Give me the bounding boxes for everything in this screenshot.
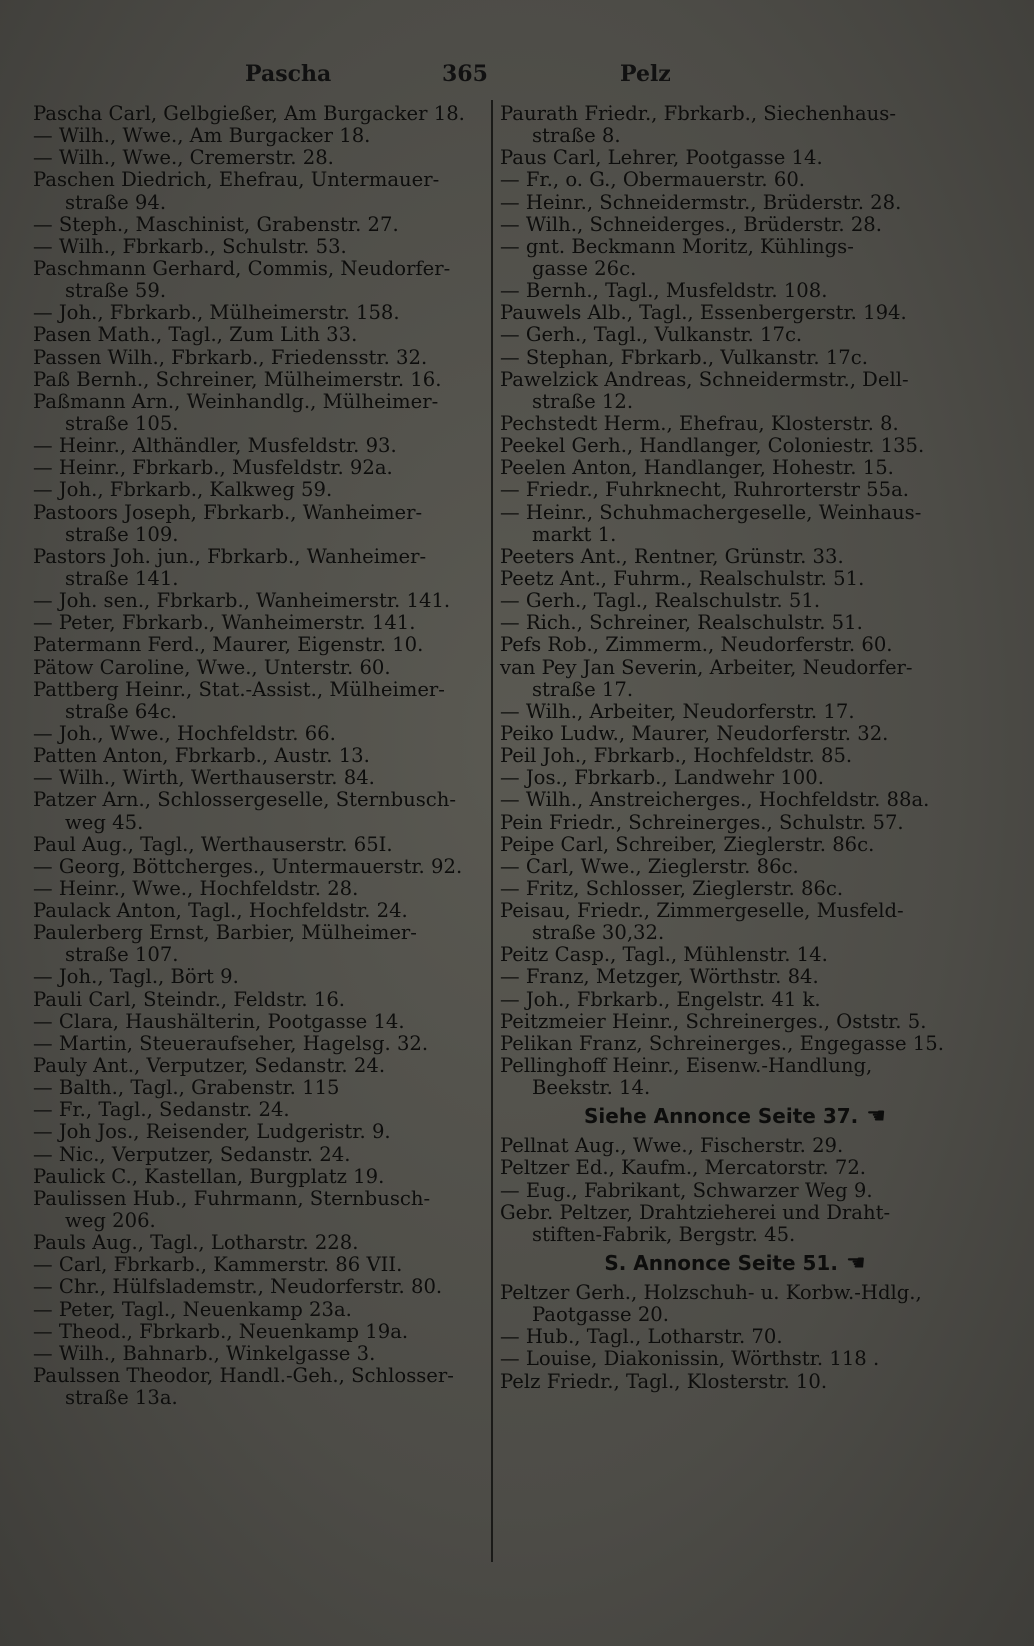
entry-text: — Gerh., Tagl., Realschulstr. 51. [500,589,821,613]
directory-entry-line [500,1202,970,1224]
directory-entry-line [500,966,970,988]
directory-entry-line [500,369,970,391]
entry-text: — Martin, Steueraufseher, Hagelsg. 32. [33,1031,429,1055]
directory-entry-line [500,568,970,590]
directory-entry-line [33,856,483,878]
entry-text: Patzer Arn., Schlossergeselle, Sternbusch- [33,788,457,812]
directory-entry-line [33,1365,483,1387]
directory-entry-line [33,1099,483,1121]
entry-text: — Joh., Tagl., Bört 9. [33,965,239,989]
directory-entry-line [33,413,483,435]
entry-text: — Heinr., Schneidermstr., Brüderstr. 28. [500,190,902,214]
entry-text: weg 206. [65,1209,156,1233]
directory-entry-line [33,812,483,834]
directory-entry-line [33,568,483,590]
directory-entry-line [500,214,970,236]
directory-entry-line [500,856,970,878]
entry-text: Pellnat Aug., Wwe., Fischerstr. 29. [500,1134,844,1158]
entry-text: — Franz, Metzger, Wörthstr. 84. [500,965,819,989]
directory-entry-line [33,369,483,391]
entry-text: Peeters Ant., Rentner, Grünstr. 33. [500,544,844,568]
directory-entry-line [500,1077,970,1099]
entry-text: — Louise, Diakonissin, Wörthstr. 118 . [500,1347,880,1371]
entry-text: Siehe Annonce Seite 37. [584,1104,859,1129]
left-column [33,103,483,1409]
entry-text: — Wilh., Bahnarb., Winkelgasse 3. [33,1341,376,1365]
entry-text: — Friedr., Fuhrknecht, Ruhrorterstr 55a. [500,478,910,502]
entry-text: Peetz Ant., Fuhrm., Realschulstr. 51. [500,566,865,590]
entry-text: — Chr., Hülfslademstr., Neudorferstr. 80. [33,1275,443,1299]
annonce-notice [500,1105,970,1129]
directory-entry-line [500,1348,970,1370]
entry-text: — Heinr., Schuhmachergeselle, Weinhaus- [500,500,922,524]
entry-text: Paulssen Theodor, Handl.-Geh., Schlosser- [33,1364,454,1388]
entry-text: — Heinr., Fbrkarb., Musfeldstr. 92a. [33,456,393,480]
entry-text: Pauli Carl, Steindr., Feldstr. 16. [33,987,346,1011]
entry-text: Pelz Friedr., Tagl., Klosterstr. 10. [500,1369,828,1393]
directory-entry-line [33,944,483,966]
directory-entry-line [500,347,970,369]
entry-text: Peiko Ludw., Maurer, Neudorferstr. 32. [500,721,889,745]
entry-text: Patten Anton, Fbrkarb., Austr. 13. [33,744,370,768]
directory-entry-line [500,767,970,789]
directory-entry-line [500,125,970,147]
entry-text: Pascha Carl, Gelbgießer, Am Burgacker 18. [33,102,465,125]
entry-text: — Joh., Fbrkarb., Kalkweg 59. [33,478,333,502]
directory-entry-line [33,1121,483,1143]
entry-text: straße 13a. [65,1386,178,1410]
directory-entry-line [33,1321,483,1343]
pointing-hand-icon: ☚ [866,1104,886,1130]
entry-text: straße 17. [532,677,634,701]
entry-text: — Bernh., Tagl., Musfeldstr. 108. [500,279,828,303]
entry-text: — Joh., Fbrkarb., Mülheimerstr. 158. [33,301,400,325]
entry-text: Patermann Ferd., Maurer, Eigenstr. 10. [33,633,424,657]
entry-text: — Gerh., Tagl., Vulkanstr. 17c. [500,323,803,347]
directory-entry-line [500,258,970,280]
entry-text: Peltzer Ed., Kaufm., Mercatorstr. 72. [500,1156,867,1180]
directory-entry-line [500,103,970,125]
entry-text: — Peter, Tagl., Neuenkamp 23a. [33,1297,352,1321]
entry-text: Pein Friedr., Schreinerges., Schulstr. 57. [500,810,904,834]
entry-text: — Joh. sen., Fbrkarb., Wanheimerstr. 141. [33,589,451,613]
directory-entry-line [500,1011,970,1033]
directory-entry-line [500,745,970,767]
directory-entry-line [33,1343,483,1365]
entry-text: markt 1. [532,522,617,546]
directory-entry-line [33,590,483,612]
entry-text: Paus Carl, Lehrer, Pootgasse 14. [500,146,823,170]
page-header [40,55,994,95]
entry-text: Paulerberg Ernst, Barbier, Mülheimer- [33,921,417,945]
directory-entry-line [33,878,483,900]
directory-entry-line [33,1166,483,1188]
directory-entry-line [500,922,970,944]
directory-entry-line [33,502,483,524]
entry-text: — Steph., Maschinist, Grabenstr. 27. [33,212,399,236]
directory-entry-line [500,1282,970,1304]
entry-text: — Hub., Tagl., Lotharstr. 70. [500,1325,783,1349]
directory-entry-line [500,634,970,656]
directory-entry-line [33,701,483,723]
directory-entry-line [33,1210,483,1232]
directory-entry-line [500,435,970,457]
entry-text: straße 59. [65,279,167,303]
right-column [500,103,970,1393]
entry-text: Beekstr. 14. [532,1076,651,1100]
directory-entry-line [33,258,483,280]
directory-entry-line [33,125,483,147]
directory-entry-line [33,1387,483,1409]
header-left-word: Pascha [245,61,332,87]
entry-text: gasse 26c. [532,256,637,280]
directory-entry-line [500,1326,970,1348]
entry-text: — Wilh., Wwe., Am Burgacker 18. [33,124,371,148]
entry-text: Peipe Carl, Schreiber, Zieglerstr. 86c. [500,832,875,856]
directory-entry-line [33,679,483,701]
directory-entry-line [33,103,483,125]
entry-text: — Carl, Wwe., Zieglerstr. 86c. [500,854,799,878]
entry-text: weg 45. [65,810,144,834]
directory-entry-line [33,1077,483,1099]
entry-text: — Jos., Fbrkarb., Landwehr 100. [500,766,824,790]
directory-entry-line [500,1180,970,1202]
entry-text: Peekel Gerh., Handlanger, Coloniestr. 135. [500,434,925,458]
entry-text: Pauls Aug., Tagl., Lotharstr. 228. [33,1231,359,1255]
entry-text: — Wilh., Schneiderges., Brüderstr. 28. [500,212,882,236]
directory-entry-line [33,1144,483,1166]
entry-text: — Joh., Fbrkarb., Engelstr. 41 k. [500,987,821,1011]
directory-entry-line [500,679,970,701]
directory-entry-line [33,1276,483,1298]
entry-text: straße 107. [65,943,179,967]
directory-entry-line [500,944,970,966]
entry-text: Peisau, Friedr., Zimmergeselle, Musfeld- [500,899,904,923]
directory-entry-line [33,1033,483,1055]
entry-text: Pellinghoff Heinr., Eisenw.-Handlung, [500,1054,873,1078]
entry-text: stiften-Fabrik, Bergstr. 45. [532,1222,796,1246]
directory-entry-line [33,391,483,413]
entry-text: Pefs Rob., Zimmerm., Neudorferstr. 60. [500,633,893,657]
directory-entry-line [33,1011,483,1033]
directory-entry-line [33,280,483,302]
directory-entry-line [33,169,483,191]
directory-entry-line [500,1224,970,1246]
directory-entry-line [33,524,483,546]
entry-text: Pechstedt Herm., Ehefrau, Klosterstr. 8. [500,411,899,435]
directory-entry-line [33,723,483,745]
directory-entry-line [33,479,483,501]
entry-text: Pauly Ant., Verputzer, Sedanstr. 24. [33,1054,386,1078]
directory-entry-line [33,546,483,568]
entry-text: straße 94. [65,190,167,214]
directory-entry-line [33,1254,483,1276]
entry-text: Pastoors Joseph, Fbrkarb., Wanheimer- [33,500,423,524]
entry-text: — Joh., Wwe., Hochfeldstr. 66. [33,721,336,745]
directory-entry-line [500,1135,970,1157]
entry-text: Peil Joh., Fbrkarb., Hochfeldstr. 85. [500,744,853,768]
directory-entry-line [33,324,483,346]
entry-text: — Heinr., Althändler, Musfeldstr. 93. [33,434,397,458]
directory-entry-line [500,812,970,834]
directory-entry-line [33,147,483,169]
directory-entry-line [33,789,483,811]
entry-text: Peitzmeier Heinr., Schreinerges., Oststr. 5. [500,1009,927,1033]
directory-entry-line [33,302,483,324]
directory-entry-line [500,701,970,723]
entry-text: Paulissen Hub., Fuhrmann, Sternbusch- [33,1186,431,1210]
entry-text: Peelen Anton, Handlanger, Hohestr. 15. [500,456,894,480]
entry-text: Paulick C., Kastellan, Burgplatz 19. [33,1164,385,1188]
directory-entry-line [500,1157,970,1179]
directory-entry-line [33,989,483,1011]
directory-entry-line [500,1304,970,1326]
entry-text: Paul Aug., Tagl., Werthauserstr. 65I. [33,832,393,856]
directory-entry-line [33,457,483,479]
directory-entry-line [33,1055,483,1077]
entry-text: — gnt. Beckmann Moritz, Kühlings- [500,234,854,258]
entry-text: straße 12. [532,389,634,413]
directory-entry-line [500,989,970,1011]
entry-text: — Balth., Tagl., Grabenstr. 115 [33,1076,340,1100]
directory-entry-line [500,324,970,346]
directory-entry-line [500,391,970,413]
entry-text: Paßmann Arn., Weinhandlg., Mülheimer- [33,389,439,413]
entry-text: straße 105. [65,411,179,435]
directory-entry-line [33,236,483,258]
directory-entry-line [33,966,483,988]
entry-text: — Fr., Tagl., Sedanstr. 24. [33,1098,290,1122]
directory-entry-line [500,524,970,546]
directory-entry-line [500,236,970,258]
entry-text: — Wilh., Anstreicherges., Hochfeldstr. 88a. [500,788,930,812]
entry-text: — Theod., Fbrkarb., Neuenkamp 19a. [33,1319,409,1343]
entry-text: — Carl, Fbrkarb., Kammerstr. 86 VII. [33,1253,403,1277]
column-divider [491,100,493,1562]
directory-entry-line [500,1371,970,1393]
directory-entry-line [500,612,970,634]
entry-text: — Peter, Fbrkarb., Wanheimerstr. 141. [33,611,416,635]
entry-text: — Fritz, Schlosser, Zieglerstr. 86c. [500,876,844,900]
directory-entry-line [500,280,970,302]
directory-entry-line [33,657,483,679]
entry-text: — Stephan, Fbrkarb., Vulkanstr. 17c. [500,345,868,369]
directory-entry-line [33,767,483,789]
entry-text: — Wilh., Fbrkarb., Schulstr. 53. [33,234,347,258]
annonce-notice [500,1252,970,1276]
directory-entry-line [33,612,483,634]
entry-text: Paurath Friedr., Fbrkarb., Siechenhaus- [500,102,896,125]
directory-entry-line [500,457,970,479]
entry-text: Paotgasse 20. [532,1303,669,1327]
page-number: 365 [442,61,488,87]
directory-entry-line [33,922,483,944]
directory-entry-line [33,745,483,767]
entry-text: Pawelzick Andreas, Schneidermstr., Dell- [500,367,909,391]
entry-text: — Clara, Haushälterin, Pootgasse 14. [33,1009,405,1033]
directory-entry-line [33,435,483,457]
entry-text: Paß Bernh., Schreiner, Mülheimerstr. 16. [33,367,442,391]
directory-entry-line [500,900,970,922]
directory-entry-line [33,1299,483,1321]
entry-text: van Pey Jan Severin, Arbeiter, Neudorfer- [500,655,913,679]
entry-text: Pelikan Franz, Schreinerges., Engegasse 15. [500,1031,944,1055]
directory-entry-line [500,723,970,745]
directory-entry-line [500,169,970,191]
directory-entry-line [33,214,483,236]
directory-entry-line [500,1055,970,1077]
entry-text: — Nic., Verputzer, Sedanstr. 24. [33,1142,351,1166]
directory-entry-line [500,413,970,435]
directory-entry-line [33,900,483,922]
directory-entry-line [500,657,970,679]
directory-entry-line [500,590,970,612]
directory-entry-line [500,834,970,856]
entry-text: — Joh Jos., Reisender, Ludgeristr. 9. [33,1120,391,1144]
entry-text: — Wilh., Wwe., Cremerstr. 28. [33,146,334,170]
entry-text: Pätow Caroline, Wwe., Unterstr. 60. [33,655,391,679]
pointing-hand-icon: ☚ [845,1251,866,1277]
entry-text: Paulack Anton, Tagl., Hochfeldstr. 24. [33,899,408,923]
directory-entry-line [500,789,970,811]
entry-text: — Fr., o. G., Obermauerstr. 60. [500,168,806,192]
entry-text: — Heinr., Wwe., Hochfeldstr. 28. [33,876,359,900]
directory-entry-line [500,502,970,524]
entry-text: Gebr. Peltzer, Drahtzieherei und Draht- [500,1200,891,1224]
entry-text: Passen Wilh., Fbrkarb., Friedensstr. 32. [33,345,428,369]
directory-entry-line [500,192,970,214]
entry-text: straße 8. [532,124,621,148]
directory-entry-line [33,1188,483,1210]
entry-text: Peltzer Gerh., Holzschuh- u. Korbw.-Hdlg., [500,1281,922,1305]
entry-text: — Wilh., Arbeiter, Neudorferstr. 17. [500,699,855,723]
header-right-word: Pelz [620,61,671,87]
directory-entry-line [33,634,483,656]
entry-text: — Wilh., Wirth, Werthauserstr. 84. [33,766,375,790]
entry-text: Pauwels Alb., Tagl., Essenbergerstr. 194. [500,301,907,325]
entry-text: — Rich., Schreiner, Realschulstr. 51. [500,611,863,635]
entry-text: — Eug., Fabrikant, Schwarzer Weg 9. [500,1178,873,1202]
entry-text: S. Annonce Seite 51. [604,1251,838,1276]
entry-text: straße 30,32. [532,921,665,945]
directory-entry-line [33,834,483,856]
entry-text: Peitz Casp., Tagl., Mühlenstr. 14. [500,943,828,967]
entry-text: straße 109. [65,522,179,546]
entry-text: — Georg, Böttcherges., Untermauerstr. 92. [33,854,463,878]
directory-entry-line [33,347,483,369]
entry-text: Pasen Math., Tagl., Zum Lith 33. [33,323,358,347]
directory-entry-line [500,546,970,568]
entry-text: straße 64c. [65,699,178,723]
directory-entry-line [500,147,970,169]
directory-entry-line [33,192,483,214]
entry-text: Paschen Diedrich, Ehefrau, Untermauer- [33,168,440,192]
directory-entry-line [500,878,970,900]
directory-entry-line [500,302,970,324]
entry-text: Paschmann Gerhard, Commis, Neudorfer- [33,256,451,280]
directory-entry-line [500,1033,970,1055]
entry-text: straße 141. [65,566,179,590]
directory-entry-line [33,1232,483,1254]
entry-text: Pattberg Heinr., Stat.-Assist., Mülheimer- [33,677,445,701]
entry-text: Pastors Joh. jun., Fbrkarb., Wanheimer- [33,544,427,568]
directory-entry-line [500,479,970,501]
